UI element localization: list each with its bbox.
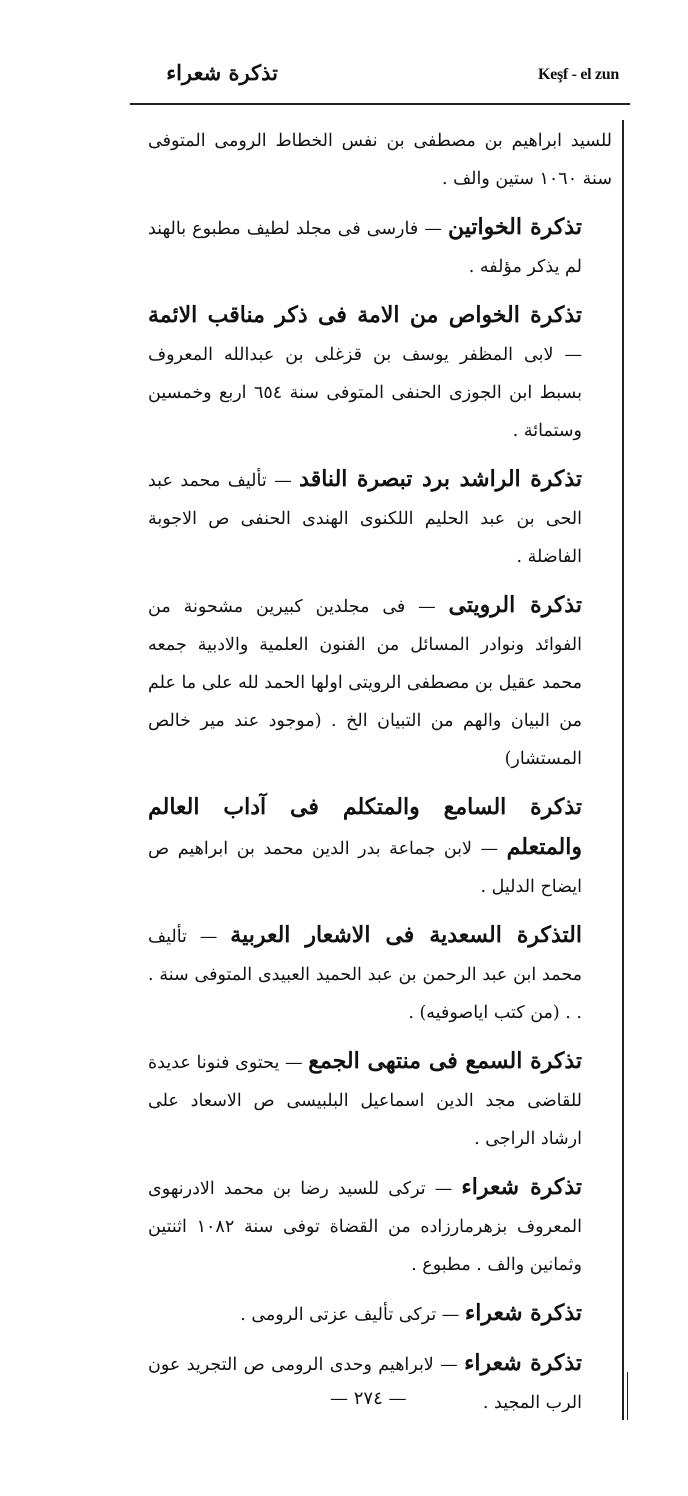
entry-10 bbox=[148, 1344, 612, 1422]
entry-title: التذكرة السعدية فى الاشعار العربية bbox=[230, 922, 582, 948]
margin-rule bbox=[622, 120, 624, 1420]
entry-title: تذكرة السمع فى منتهى الجمع bbox=[308, 1048, 582, 1074]
entry-3 bbox=[148, 460, 612, 576]
running-header-arabic: تذكرة شعراء bbox=[166, 60, 278, 85]
entry-dash: — bbox=[436, 1305, 465, 1325]
entry-6 bbox=[148, 916, 612, 1032]
entry-title: تذكرة الخواص من الامة فى ذكر مناقب الائمة bbox=[148, 302, 582, 328]
entry-dash: — bbox=[425, 1179, 462, 1199]
entry-title: تذكرة الرويتى bbox=[448, 592, 582, 618]
header-rule bbox=[130, 103, 630, 105]
entry-text: تركى تأليف عزتى الرومى . bbox=[240, 1305, 437, 1325]
entry-title: تذكرة شعراء bbox=[464, 1300, 582, 1326]
entry-dash: — bbox=[433, 1355, 465, 1375]
margin-rule-lower bbox=[627, 1372, 628, 1420]
entry-4 bbox=[148, 586, 612, 778]
entry-dash: — bbox=[266, 471, 300, 491]
entry-dash: — bbox=[418, 219, 448, 239]
entry-text: تركى للسيد رضا بن محمد الادرنهوى المعروف بزهرمارزاده من القضاة توفى سنة ١٠٨٢ اثنتين وثمانين والف . مطبوع . bbox=[148, 1179, 582, 1275]
entry-title: تذكرة السامع والمتكلم فى آداب العالم والمتعلم bbox=[148, 794, 582, 860]
entry-9 bbox=[148, 1294, 612, 1334]
entry-dash: — bbox=[472, 839, 507, 859]
page-number: — ٢٧٤ — bbox=[330, 1388, 407, 1409]
entry-text: تأليف محمد ابن عبد الرحمن بن عبد الحميد العبيدى المتوفى سنة . . . (من كتب اياصوفيه) . bbox=[148, 927, 582, 1023]
entry-text: لابى المظفر يوسف بن قزغلى بن عبدالله المعروف بسبط ابن الجوزى الحنفى المتوفى سنة ٦٥٤ اربع وخمسين وستمائة . bbox=[148, 345, 582, 441]
entry-text: فى مجلدين كبيرين مشحونة من الفوائد ونوادر المسائل من الفنون العلمية والادبية جمعه محمد عقيل بن مصطفى الرويتى اولها الحمد لله على ما علم من البيان والهم من التبيان الخ . (موجود عند مير خالص المستشار) bbox=[148, 597, 582, 769]
entry-7 bbox=[148, 1042, 612, 1158]
entry-text: يحتوى فنونا عديدة للقاضى مجد الدين اسماعيل البلبيسى ص الاسعاد على ارشاد الراجى . bbox=[148, 1053, 582, 1149]
entry-text: فارسى فى مجلد لطيف مطبوع بالهند لم يذكر مؤلفه . bbox=[148, 219, 582, 277]
entries-body bbox=[148, 122, 612, 1432]
entry-8 bbox=[148, 1168, 612, 1284]
entry-2 bbox=[148, 296, 612, 450]
entry-title: تذكرة شعراء bbox=[464, 1350, 582, 1376]
entry-title: تذكرة الخواتين bbox=[447, 214, 582, 240]
entry-text: تأليف محمد عبد الحى بن عبد الحليم اللكنوى الهندى الحنفى ص الاجوبة الفاضلة . bbox=[148, 471, 582, 567]
entry-text: للسيد ابراهيم بن مصطفى بن نفس الخطاط الرومى المتوفى سنة ١٠٦٠ ستين والف . bbox=[148, 131, 612, 189]
running-header-latin: Keşf - el zun bbox=[538, 66, 619, 83]
entry-text: لابن جماعة بدر الدين محمد بن ابراهيم ص ايضاح الدليل . bbox=[148, 839, 582, 897]
entry-title: تذكرة شعراء bbox=[461, 1174, 582, 1200]
entry-dash: — bbox=[553, 345, 582, 365]
entry-text: لابراهيم وحدى الرومى ص التجريد عون الرب المجيد . bbox=[148, 1355, 582, 1413]
entry-0 bbox=[148, 122, 612, 198]
entry-title: تذكرة الراشد برد تبصرة الناقد bbox=[299, 466, 582, 492]
entry-5 bbox=[148, 788, 612, 906]
entry-dash: — bbox=[405, 597, 449, 617]
entry-1 bbox=[148, 208, 612, 286]
entry-dash: — bbox=[186, 927, 231, 947]
entry-dash: — bbox=[279, 1053, 309, 1073]
